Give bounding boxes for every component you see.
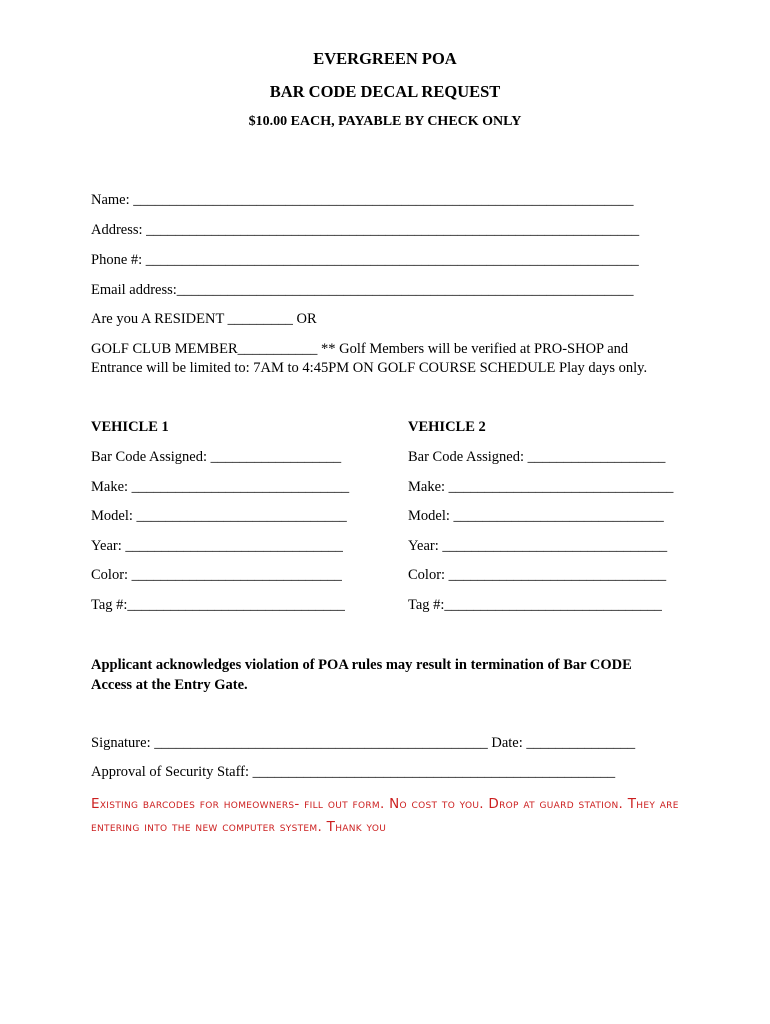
- vehicle2-make-field[interactable]: Make: _______________________________: [408, 479, 674, 495]
- name-field[interactable]: Name: _____________________________________________________________________: [91, 192, 634, 208]
- signature-date-field[interactable]: Signature: ______________________________________________ Date: _______________: [91, 735, 636, 751]
- vehicle1-model-field[interactable]: Model: _____________________________: [91, 508, 347, 524]
- golf-member-note: Entrance will be limited to: 7AM to 4:45PM ON GOLF COURSE SCHEDULE Play days only.: [91, 360, 648, 376]
- vehicle2-heading: VEHICLE 2: [408, 419, 486, 435]
- form-subtitle: $10.00 EACH, PAYABLE BY CHECK ONLY: [248, 114, 522, 129]
- vehicle2-barcode-field[interactable]: Bar Code Assigned: ___________________: [408, 449, 666, 465]
- homeowner-note: Existing barcodes for homeowners- fill out form. No cost to you. Drop at guard station. They are entering into the new computer system. Thank you: [91, 796, 679, 835]
- vehicle2-model-field[interactable]: Model: _____________________________: [408, 508, 664, 524]
- email-field[interactable]: Email address:_______________________________________________________________: [91, 282, 634, 298]
- vehicle1-color-field[interactable]: Color: _____________________________: [91, 567, 342, 583]
- vehicle1-tag-field[interactable]: Tag #:______________________________: [91, 597, 345, 613]
- vehicle1-year-field[interactable]: Year: ______________________________: [91, 538, 343, 554]
- vehicle1-make-field[interactable]: Make: ______________________________: [91, 479, 350, 495]
- vehicle2-year-field[interactable]: Year: _______________________________: [408, 538, 668, 554]
- vehicle1-barcode-field[interactable]: Bar Code Assigned: __________________: [91, 449, 342, 465]
- vehicle1-heading: VEHICLE 1: [91, 419, 169, 435]
- org-title: EVERGREEN POA: [313, 49, 457, 68]
- security-approval-field[interactable]: Approval of Security Staff: __________________________________________________: [91, 764, 616, 780]
- vehicle2-color-field[interactable]: Color: ______________________________: [408, 567, 667, 583]
- form-title: BAR CODE DECAL REQUEST: [269, 82, 501, 101]
- phone-field[interactable]: Phone #: ____________________________________________________________________: [91, 252, 639, 268]
- resident-field[interactable]: Are you A RESIDENT _________ OR: [91, 311, 317, 327]
- acknowledgement-text: Applicant acknowledges violation of POA rules may result in termination of Bar CODE Access at the Entry Gate.: [91, 657, 632, 693]
- golf-member-field[interactable]: GOLF CLUB MEMBER___________ ** Golf Members will be verified at PRO-SHOP and: [91, 341, 629, 357]
- address-field[interactable]: Address: ____________________________________________________________________: [91, 222, 640, 238]
- vehicle2-tag-field[interactable]: Tag #:______________________________: [408, 597, 662, 613]
